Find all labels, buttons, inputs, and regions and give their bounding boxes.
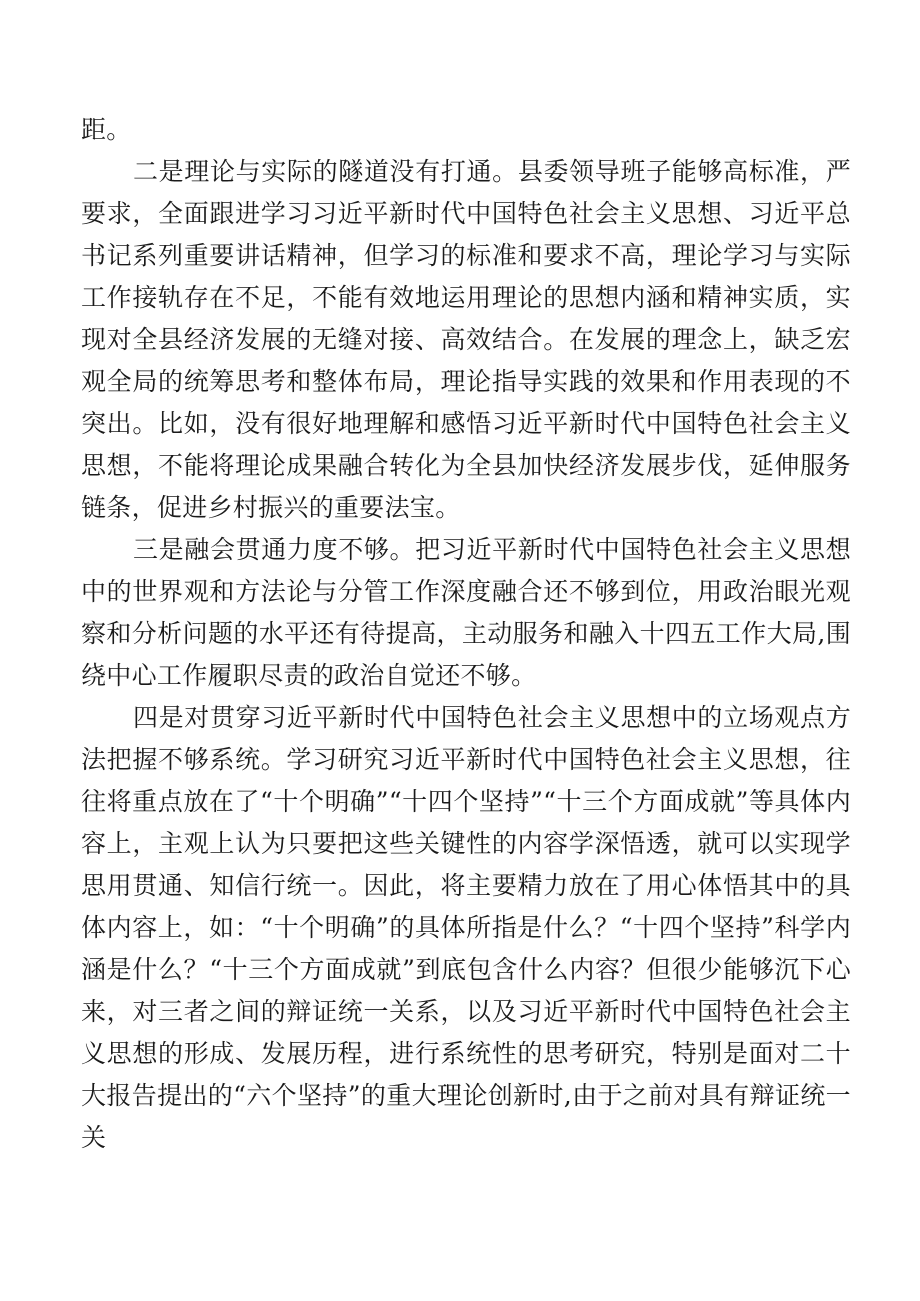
paragraph-integration: 三是融会贯通力度不够。把习近平新时代中国特色社会主义思想中的世界观和方法论与分管工作深度融合还不够到位，用政治眼光观察和分析问题的水平还有待提高，主动服务和融入十四五工作大局,围绕中心工作履职尽责的政治自觉还不够。 — [81, 535, 851, 690]
paragraph-continuation: 距。 — [81, 115, 132, 144]
document-body — [81, 109, 851, 1159]
paragraph-theory-practice: 二是理论与实际的隧道没有打通。县委领导班子能够高标准，严要求，全面跟进学习习近平新时代中国特色社会主义思想、习近平总书记系列重要讲话精神，但学习的标准和要求不高，理论学习与实际工作接轨存在不足，不能有效地运用理论的思想内涵和精神实质，实现对全县经济发展的无缝对接、高效结合。在发展的理念上，缺乏宏观全局的统筹思考和整体布局，理论指导实践的效果和作用表现的不突出。比如，没有很好地理解和感悟习近平新时代中国特色社会主义思想，不能将理论成果融合转化为全县加快经济发展步伐，延伸服务链条，促进乡村振兴的重要法宝。 — [81, 157, 851, 522]
paragraph-systematic-grasp: 四是对贯穿习近平新时代中国特色社会主义思想中的立场观点方法把握不够系统。学习研究习近平新时代中国特色社会主义思想，往往将重点放在了“十个明确”“十四个坚持”“十三个方面成就”等具体内容上，主观上认为只要把这些关键性的内容学深悟透，就可以实现学思用贯通、知信行统一。因此，将主要精力放在了用心体悟其中的具体内容上，如：“十个明确”的具体所指是什么？“十四个坚持”科学内涵是什么？“十三个方面成就”到底包含什么内容？但很少能够沉下心来，对三者之间的辩证统一关系，以及习近平新时代中国特色社会主义思想的形成、发展历程，进行系统性的思考研究，特别是面对二十大报告提出的“六个坚持”的重大理论创新时,由于之前对具有辩证统一关 — [81, 703, 851, 1152]
